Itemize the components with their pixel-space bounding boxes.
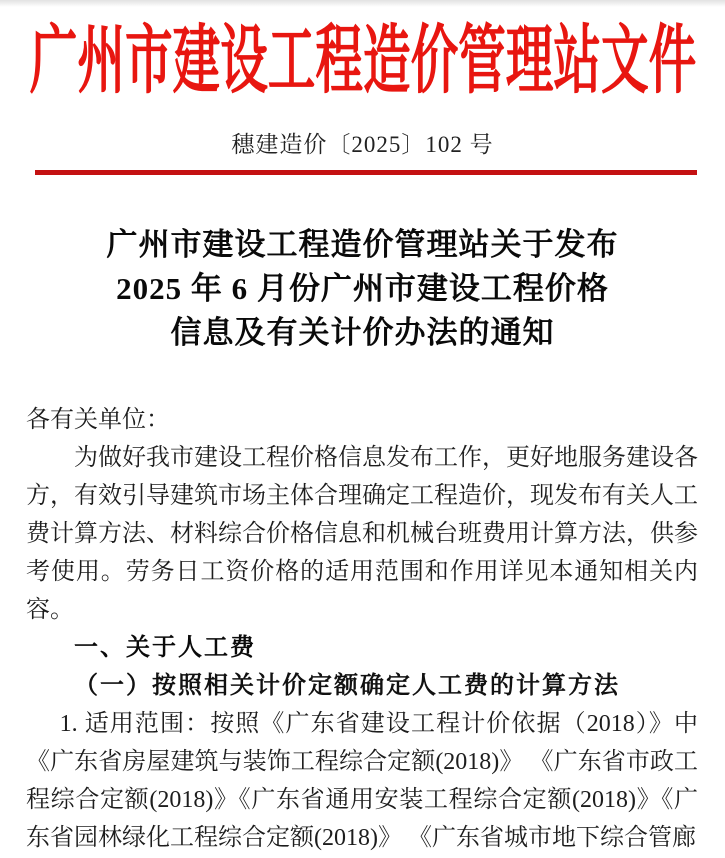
letterhead-title: 广州市建设工程造价管理站文件 bbox=[29, 18, 696, 102]
notice-title-line-2: 2025 年 6 月份广州市建设工程价格 bbox=[116, 271, 609, 306]
document-body bbox=[26, 401, 698, 857]
subsection-heading-calculation-method: （一）按照相关计价定额确定人工费的计算方法 bbox=[74, 673, 620, 699]
section-heading-labor-cost: 一、关于人工费 bbox=[74, 634, 256, 661]
letterhead bbox=[0, 12, 725, 102]
document-number: 穗建造价〔2025〕102 号 bbox=[231, 132, 494, 157]
notice-title bbox=[0, 223, 725, 355]
scope-paragraph: 1. 适用范围：按照《广东省建设工程计价依据（2018）》中《广东省房屋建筑与装饰工程综合定额(2018)》 《广东省市政工程综合定额(2018)》《广东省通用安装工程综合定额(2018)》《广东省园林绿化工程综合定额(2018)》 《广东省城市地下综合管廊 bbox=[26, 711, 698, 851]
intro-paragraph: 为做好我市建设工程价格信息发布工作，更好地服务建设各方，有效引导建筑市场主体合理确定工程造价，现发布有关人工费计算方法、材料综合价格信息和机械台班费用计算方法，供参考使用。劳务日工资价格的适用范围和作用详见本通知相关内容。 bbox=[26, 445, 698, 623]
notice-title-line-3: 信息及有关计价办法的通知 bbox=[170, 315, 555, 350]
salutation: 各有关单位： bbox=[26, 407, 170, 433]
red-divider-line bbox=[35, 170, 697, 175]
notice-title-line-1: 广州市建设工程造价管理站关于发布 bbox=[106, 227, 619, 262]
